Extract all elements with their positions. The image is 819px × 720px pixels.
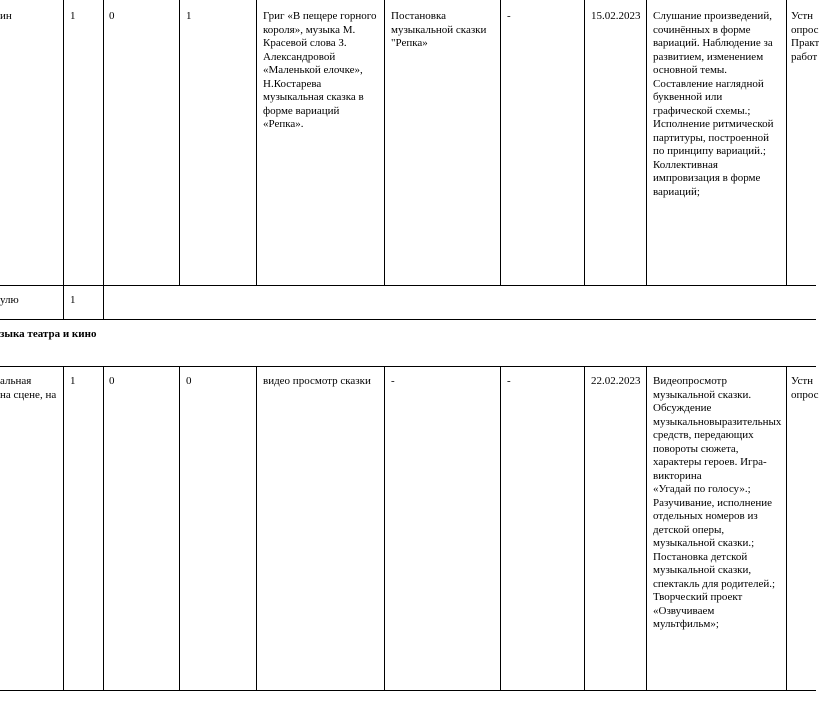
row1-hours-test: 0 xyxy=(109,10,115,22)
row2-hours-practice: 0 xyxy=(186,375,192,387)
column-line xyxy=(584,366,585,691)
total-value: 1 xyxy=(70,294,76,306)
row2-hours-total: 1 xyxy=(70,375,76,387)
row1-date: 15.02.2023 xyxy=(591,10,641,22)
row1-activities: Слушание произведений, сочинённых в форме вариаций. Наблюдение за развитием, изменением основной темы. Составление наглядной буквенной или графической схемы.; Исполнение ритмической партитуры, построенной по принципу вариаций.; Коллективная импровизация в форме вариаций; xyxy=(653,10,774,198)
column-line xyxy=(646,366,647,691)
row2-control-forms: Устн опрос xyxy=(791,375,819,401)
column-line xyxy=(103,0,104,320)
column-line xyxy=(179,366,180,691)
column-line xyxy=(63,366,64,691)
row1-topic-cell: ин xyxy=(0,10,12,22)
column-line xyxy=(256,0,257,286)
column-line xyxy=(786,366,787,691)
column-line xyxy=(500,366,501,691)
column-line xyxy=(179,0,180,286)
section-title: зыка театра и кино xyxy=(0,328,97,340)
row2-date: 22.02.2023 xyxy=(591,375,641,387)
column-line xyxy=(384,366,385,691)
total-label: улю xyxy=(0,294,19,306)
row2-repertoire-music-making: - xyxy=(507,375,511,387)
row1-control-forms: Устн опрос Практ работ xyxy=(791,10,819,63)
column-line xyxy=(786,0,787,286)
row2-repertoire-listening: видео просмотр сказки xyxy=(263,375,371,387)
row2-topic-cell: альная на сцене, на xyxy=(0,375,57,401)
row-line xyxy=(0,285,816,286)
column-line xyxy=(646,0,647,286)
row1-repertoire-music-making: - xyxy=(507,10,511,22)
column-line xyxy=(63,0,64,320)
row1-hours-practice: 1 xyxy=(186,10,192,22)
row1-repertoire-singing: Постановка музыкальной сказки "Репка» xyxy=(391,10,487,49)
column-line xyxy=(384,0,385,286)
row1-repertoire-listening: Григ «В пещере горного короля», музыка М. Красевой слова З. Александровой «Маленькой елочке», Н.Костарева музыкальная сказка в форме вариаций «Репка». xyxy=(263,10,377,130)
column-line xyxy=(103,366,104,691)
row2-activities: Видеопросмотр музыкальной сказки. Обсуждение музыкальновыразительных средств, передающих повороты сюжета, характеры героев. Игра- викторина «Угадай по голосу».; Разучивание, исполнение отдельных номеров из детской оперы, музыкальной сказки.; Постановка детской музыкальной сказки, спектакль для родителей.; Творческий проект «Озвучиваем мультфильм»; xyxy=(653,375,782,630)
row-line xyxy=(0,690,816,691)
row2-hours-test: 0 xyxy=(109,375,115,387)
row-line xyxy=(0,319,816,320)
column-line xyxy=(500,0,501,286)
column-line xyxy=(584,0,585,286)
row2-repertoire-singing: - xyxy=(391,375,395,387)
column-line xyxy=(256,366,257,691)
row-line xyxy=(0,366,816,367)
row1-hours-total: 1 xyxy=(70,10,76,22)
